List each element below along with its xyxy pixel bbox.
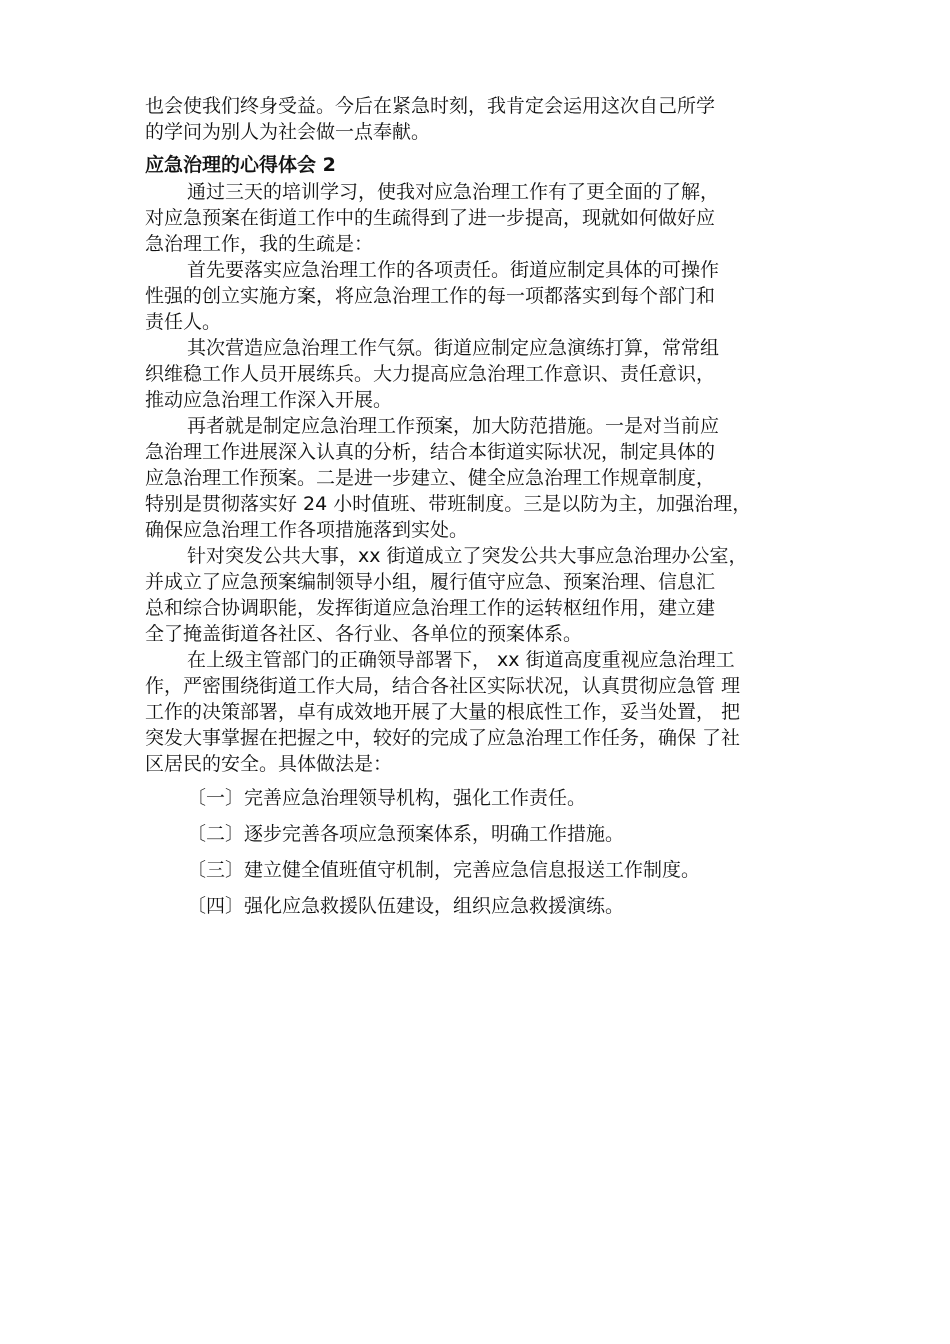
text-line: 急治理工作进展深入认真的分析，结合本街道实际状况，制定具体的 [145,441,716,463]
paragraph-1 [145,179,835,257]
text-line: 确保应急治理工作各项措施落到实处。 [145,519,469,541]
text-line: 首先要落实应急治理工作的各项责任。街道应制定具体的可操作 [187,259,720,281]
list-item: 〔三〕建立健全值班值守机制，完善应急信息报送工作制度。 [187,859,701,881]
text-line: 急治理工作，我的生疏是： [145,233,374,255]
text-line: 突发大事掌握在把握之中，较好的完成了应急治理工作任务，确保 了社 [145,727,741,749]
paragraph-3 [145,335,835,413]
paragraph-6 [145,647,835,777]
document-page [145,93,835,919]
text-line: 在上级主管部门的正确领导部署下， xx 街道高度重视应急治理工 [187,649,735,671]
text-line: 全了掩盖街道各社区、各行业、各单位的预案体系。 [145,623,583,645]
text-line: 对应急预案在街道工作中的生疏得到了进一步提高，现就如何做好应 [145,207,716,229]
paragraph-5 [145,543,835,647]
text-line: 的学问为别人为社会做一点奉献。 [145,121,431,143]
list-item: 〔一〕完善应急治理领导机构，强化工作责任。 [187,787,587,809]
text-line: 再者就是制定应急治理工作预案，加大防范措施。一是对当前应 [187,415,720,437]
text-line: 推动应急治理工作深入开展。 [145,389,393,411]
text-line: 通过三天的培训学习，使我对应急治理工作有了更全面的了解， [187,181,720,203]
text-line: 总和综合协调职能，发挥街道应急治理工作的运转枢纽作用，建立建 [145,597,716,619]
text-line: 特别是贯彻落实好 24 小时值班、带班制度。三是以防为主，加强治理， [145,493,752,515]
measures-list [145,785,835,919]
text-line: 性强的创立实施方案，将应急治理工作的每一项都落实到每个部门和 [145,285,716,307]
text-line: 工作的决策部署，卓有成效地开展了大量的根底性工作，妥当处置， 把 [145,701,741,723]
text-line: 作，严密围绕街道工作大局，结合各社区实际状况，认真贯彻应急管 理 [145,675,741,697]
text-line: 针对突发公共大事，xx 街道成立了突发公共大事应急治理办公室， [187,545,748,567]
list-item: 〔二〕逐步完善各项应急预案体系，明确工作措施。 [187,823,625,845]
text-line: 责任人。 [145,311,222,333]
text-line: 并成立了应急预案编制领导小组，履行值守应急、预案治理、信息汇 [145,571,716,593]
text-line: 应急治理工作预案。二是进一步建立、健全应急治理工作规章制度， [145,467,716,489]
text-line: 织维稳工作人员开展练兵。大力提高应急治理工作意识、责任意识， [145,363,716,385]
text-line: 区居民的安全。具体做法是： [145,753,393,775]
text-line: 也会使我们终身受益。今后在紧急时刻，我肯定会运用这次自己所学 [145,95,716,117]
intro-paragraph [145,93,835,145]
paragraph-2 [145,257,835,335]
paragraph-4 [145,413,835,543]
text-line: 其次营造应急治理工作气氛。街道应制定应急演练打算，常常组 [187,337,720,359]
section-heading: 应急治理的心得体会 2 [145,154,336,176]
list-item: 〔四〕强化应急救援队伍建设，组织应急救援演练。 [187,895,625,917]
